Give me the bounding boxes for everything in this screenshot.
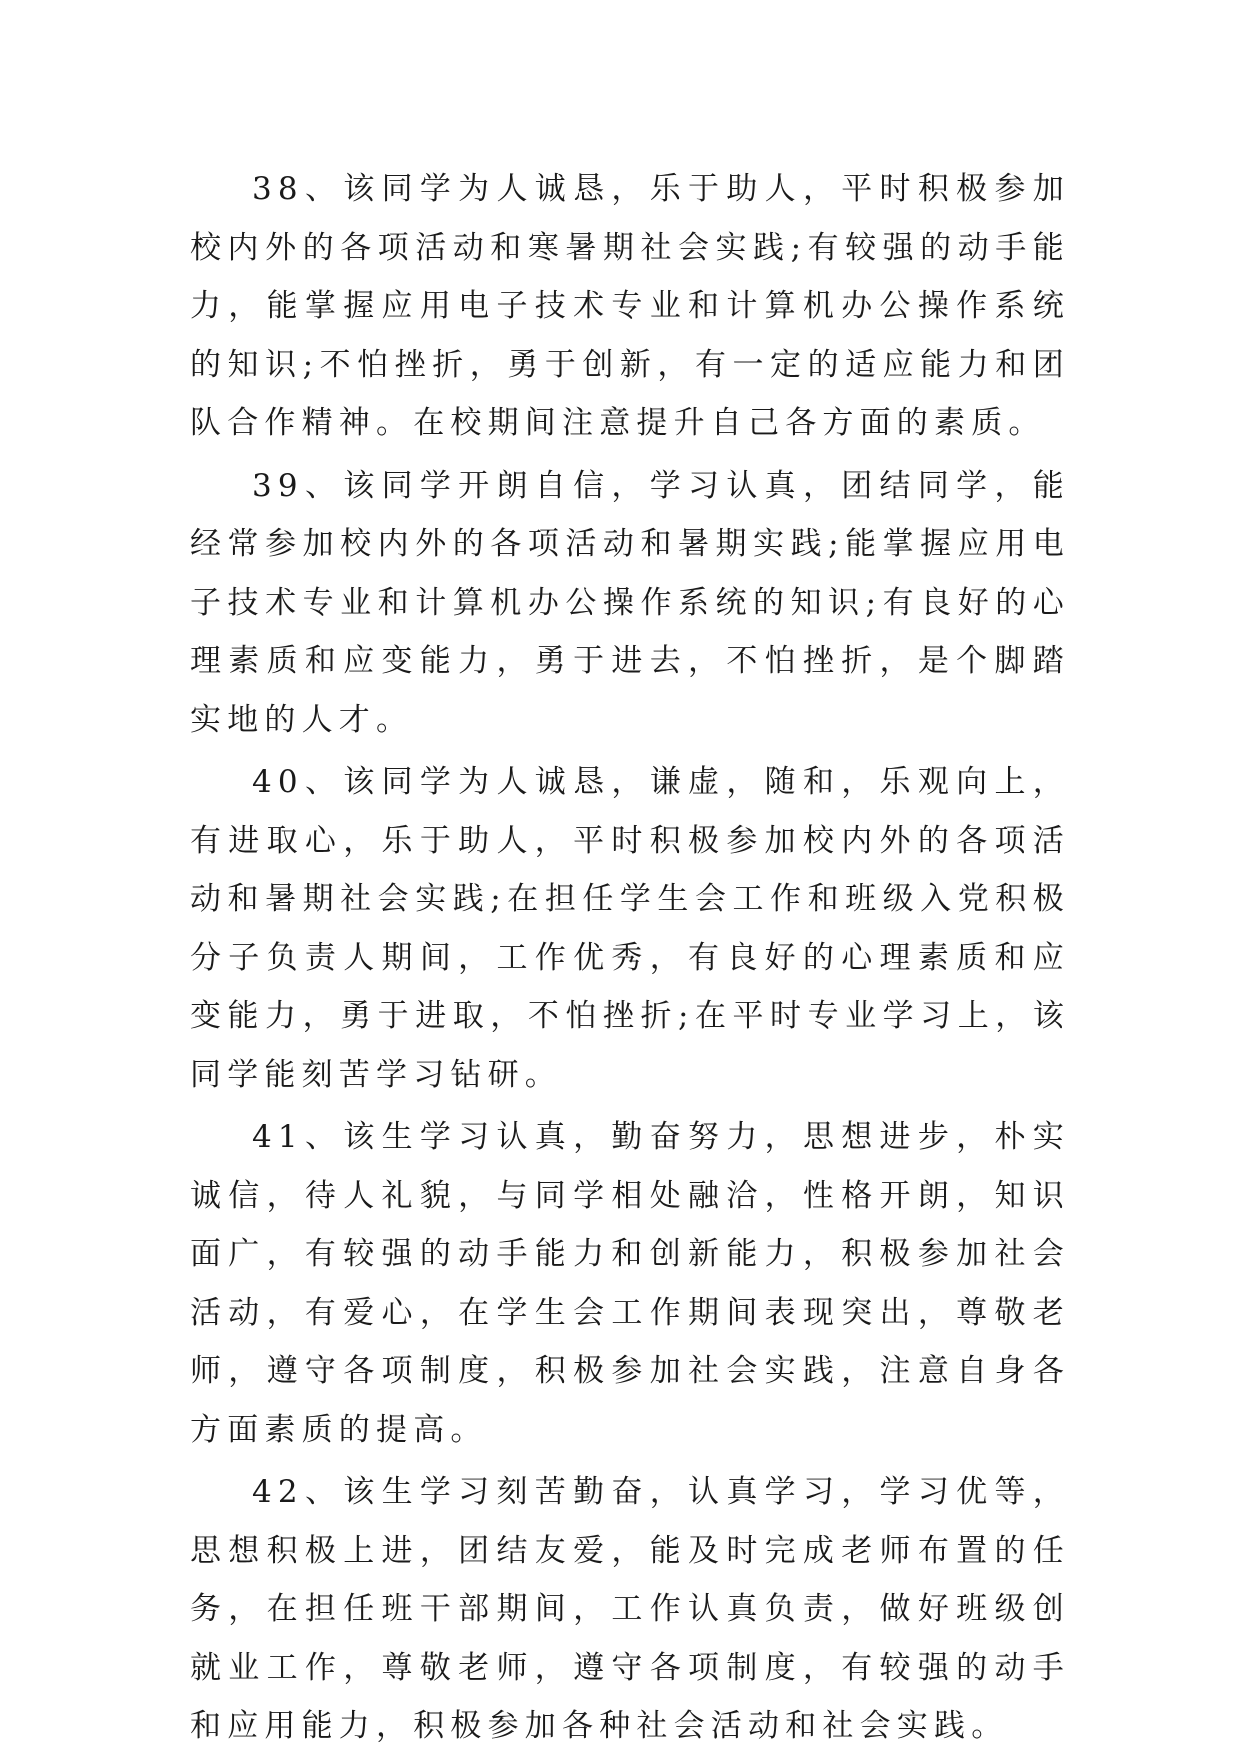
document-body (190, 160, 1070, 1760)
paragraph-40: 40、该同学为人诚恳，谦虚，随和，乐观向上，有进取心，乐于助人，平时积极参加校内外的各项活动和暑期社会实践;在担任学生会工作和班级入党积极分子负责人期间，工作优秀，有良好的心理素质和应变能力，勇于进取，不怕挫折;在平时专业学习上，该同学能刻苦学习钻研。 (190, 764, 1070, 1093)
paragraph-39: 39、该同学开朗自信，学习认真，团结同学，能经常参加校内外的各项活动和暑期实践;能掌握应用电子技术专业和计算机办公操作系统的知识;有良好的心理素质和应变能力，勇于进去，不怕挫折，是个脚踏实地的人才。 (190, 467, 1070, 738)
paragraph-42: 42、该生学习刻苦勤奋，认真学习，学习优等，思想积极上进，团结友爱，能及时完成老师布置的任务，在担任班干部期间，工作认真负责，做好班级创就业工作，尊敬老师，遵守各项制度，有较强的动手和应用能力，积极参加各种社会活动和社会实践。 (190, 1474, 1070, 1744)
paragraph-38: 38、该同学为人诚恳，乐于助人，平时积极参加校内外的各项活动和寒暑期社会实践;有较强的动手能力，能掌握应用电子技术专业和计算机办公操作系统的知识;不怕挫折，勇于创新，有一定的适应能力和团队合作精神。在校期间注意提升自己各方面的素质。 (190, 171, 1070, 441)
paragraph-41: 41、该生学习认真，勤奋努力，思想进步，朴实诚信，待人礼貌，与同学相处融洽，性格开朗，知识面广，有较强的动手能力和创新能力，积极参加社会活动，有爱心，在学生会工作期间表现突出，尊敬老师，遵守各项制度，积极参加社会实践，注意自身各方面素质的提高。 (190, 1119, 1070, 1448)
